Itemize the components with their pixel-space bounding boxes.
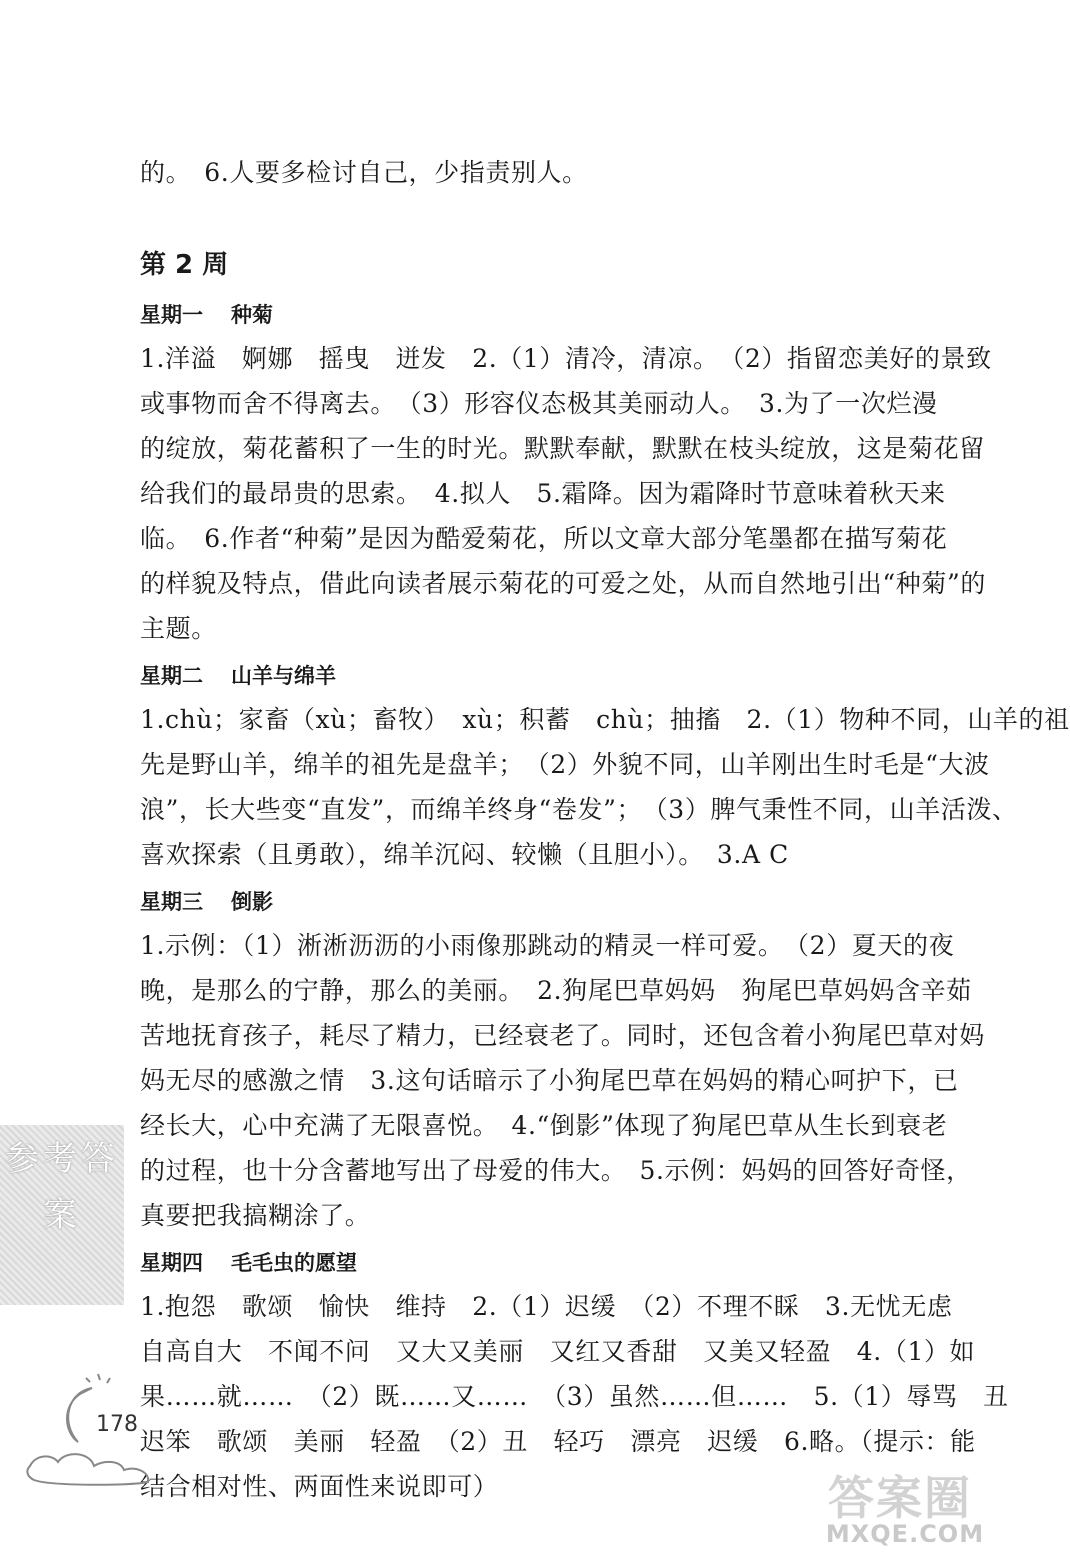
watermark-logo: 答案圈: [828, 1471, 972, 1525]
week-title: 第 2 周: [140, 250, 229, 280]
side-tab-label: 参考答案: [5, 1139, 119, 1235]
section-tuesday: [140, 655, 1070, 877]
section-title: [140, 655, 915, 697]
answer-line: 果……就…… （2）既……又…… （3）虽然……但…… 5.（1）辱骂 丑: [140, 1382, 1009, 1411]
answer-line: 喜欢探索（且勇敢），绵羊沉闷、较懒（且胆小）。 3.A C: [140, 840, 789, 869]
answer-line: 的绽放，菊花蓄积了一生的时光。默默奉献，默默在枝头绽放，这是菊花留: [140, 434, 985, 463]
answer-line: 或事物而舍不得离去。 （3）形容仪态极其美丽动人。 3.为了一次烂漫: [140, 389, 938, 418]
side-tab: [0, 1125, 124, 1305]
answer-line: 1.抱怨 歌颂 愉快 维持 2.（1）迟缓 （2）不理不睬 3.无忧无虑: [140, 1292, 953, 1321]
answer-line: 浪”，长大些变“直发”，而绵羊终身“卷发”； （3）脾气秉性不同，山羊活泼、: [140, 795, 1018, 824]
section-name: 毛毛虫的愿望: [231, 1251, 357, 1275]
moon-cloud-icon: [20, 1370, 170, 1490]
section-day: 星期一: [140, 303, 203, 327]
answer-line: 妈无尽的感激之情 3.这句话暗示了小狗尾巴草在妈妈的精心呵护下，已: [140, 1066, 959, 1095]
section-monday: [140, 294, 992, 651]
section-title: [140, 881, 915, 923]
section-name: 倒影: [231, 890, 273, 914]
intro-line: 的。 6.人要多检讨自己，少指责别人。: [140, 158, 588, 187]
answer-line: 临。 6.作者“种菊”是因为酷爱菊花，所以文章大部分笔墨都在描写菊花: [140, 524, 948, 553]
answer-line: 的样貌及特点，借此向读者展示菊花的可爱之处，从而自然地引出“种菊”的: [140, 569, 986, 598]
section-day: 星期三: [140, 890, 203, 914]
answer-line: 的过程，也十分含蓄地写出了母爱的伟大。 5.示例：妈妈的回答好奇怪，: [140, 1156, 972, 1185]
answer-line: 1.示例：（1）淅淅沥沥的小雨像那跳动的精灵一样可爱。 （2）夏天的夜: [140, 931, 955, 960]
section-day: 星期四: [140, 1251, 203, 1275]
section-name: 山羊与绵羊: [231, 664, 336, 688]
watermark-site: MXQE.COM: [825, 1520, 985, 1548]
answer-line: 自高自大 不闻不问 又大又美丽 又红又香甜 又美又轻盈 4.（1）如: [140, 1337, 976, 1366]
section-day: 星期二: [140, 664, 203, 688]
section-wednesday: [140, 881, 985, 1238]
section-title: [140, 294, 915, 336]
answer-line: 经长大，心中充满了无限喜悦。 4.“倒影”体现了狗尾巴草从生长到衰老: [140, 1111, 948, 1140]
answer-line: 给我们的最昂贵的思索。 4.拟人 5.霜降。因为霜降时节意味着秋天来: [140, 479, 946, 508]
answer-line: 迟笨 歌颂 美丽 轻盈 （2）丑 轻巧 漂亮 迟缓 6.略。（提示：能: [140, 1427, 976, 1456]
answer-line: 苦地抚育孩子，耗尽了精力，已经衰老了。同时，还包含着小狗尾巴草对妈: [140, 1021, 985, 1050]
answer-line: 主题。: [140, 614, 217, 643]
answer-line: 真要把我搞糊涂了。: [140, 1201, 371, 1230]
answer-line: 晚，是那么的宁静，那么的美丽。 2.狗尾巴草妈妈 狗尾巴草妈妈含辛茹: [140, 976, 972, 1005]
answer-line: 结合相对性、两面性来说即可）: [140, 1472, 499, 1501]
answer-line: 先是野山羊，绵羊的祖先是盘羊； （2）外貌不同，山羊刚出生时毛是“大波: [140, 750, 990, 779]
section-title: [140, 1242, 915, 1284]
answer-line: 1.chù；家畜（xù；畜牧） xù；积蓄 chù；抽搐 2.（1）物种不同，山羊的祖: [140, 705, 1070, 734]
answer-line: 1.洋溢 婀娜 摇曳 迸发 2.（1）清冷，清凉。 （2）指留恋美好的景致: [140, 344, 992, 373]
page-number: 178: [96, 1412, 138, 1437]
section-name: 种菊: [231, 303, 273, 327]
